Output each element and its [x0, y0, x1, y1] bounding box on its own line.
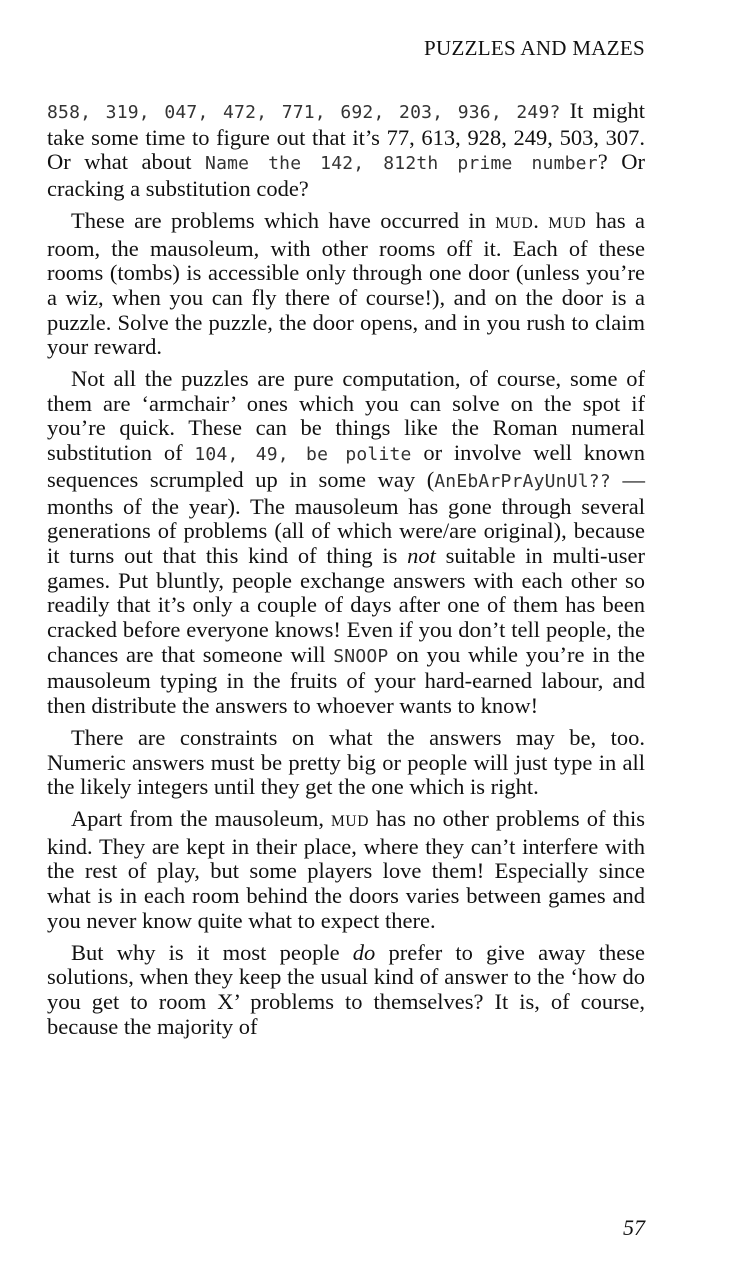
text-run: — months of the year). The mausoleum has gone through several generations of problems (all of which were/are original), because it turns out that this kind of thing is	[47, 466, 646, 568]
text-run: ? Or cracking a substitution code?	[47, 149, 645, 202]
text-run: It might take some time to figure out that it’s 77, 613, 928, 249, 503, 307. Or what about	[47, 98, 646, 175]
paragraph-5	[47, 807, 645, 934]
emphasis: not	[407, 542, 436, 568]
small-caps-mud: MUD	[331, 812, 369, 830]
text-run: Not all the puzzles are pure computation, of course, some of them are ‘armchair’ ones which you can solve on the spot if you’re quick. These can be things like the Roman numeral substitution of	[47, 366, 645, 466]
text-run: These are problems which have occurred in	[71, 207, 496, 233]
code-phrase: Name the 142, 812th prime number	[205, 153, 598, 175]
text-run: on you while you’re in the mausoleum typing in the fruits of your hard-earned labour, and then distribute the answers to whoever wants to know!	[47, 641, 646, 719]
paragraph-1	[47, 99, 645, 202]
paragraph-3	[47, 367, 645, 719]
code-phrase: 104, 49, be polite	[194, 444, 412, 466]
code-phrase: AnEbArPrAyUnUl??	[434, 470, 611, 492]
text-run: Apart from the mausoleum,	[71, 805, 332, 831]
text-run: prefer to give away these solutions, when they keep the usual kind of answer to the ‘how do you get to room X’ problems to themselves? It is, of course, because the majority of	[47, 939, 645, 1039]
text-run: suitable in multi-user games. Put bluntly, people exchange answers with each other so readily that it’s only a couple of days after one of them has been cracked before everyone knows! Even if you don’t tell people, the chances are that someone will	[47, 542, 645, 667]
text-run: .	[533, 207, 549, 233]
page-number: 57	[623, 1215, 645, 1240]
small-caps-mud: MUD	[548, 214, 587, 232]
text-run: has no other problems of this kind. They are kept in their place, where they can’t interfere with the rest of play, but some players love them! Especially since what is in each room behind the doors varies between games and you never know quite what to expect there.	[47, 805, 646, 933]
running-head: PUZZLES AND MAZES	[424, 36, 645, 60]
body-text	[47, 99, 645, 1046]
paragraph-6	[47, 941, 645, 1040]
small-caps-mud: MUD	[495, 214, 534, 232]
emphasis: do	[352, 939, 376, 965]
number-sequence: 858, 319, 047, 472, 771, 692, 203, 936, 249?	[47, 102, 561, 123]
text-run: There are constraints on what the answers may be, too. Numeric answers must be pretty big or people will just type in all the likely integers until they get the one which is right.	[47, 724, 645, 800]
text-run: has a room, the mausoleum, with other rooms off it. Each of these rooms (tombs) is accessible only through one door (unless you’re a wiz, when you can fly there of course!), and on the door is a puzzle. Solve the puzzle, the door opens, and in you rush to claim your reward.	[47, 207, 645, 360]
paragraph-4	[47, 726, 645, 800]
paragraph-2	[47, 209, 645, 360]
text-run: or involve well known sequences scrumpled up in some way (	[47, 440, 646, 492]
text-run: But why is it most people	[71, 939, 353, 965]
code-command: SNOOP	[333, 645, 389, 667]
